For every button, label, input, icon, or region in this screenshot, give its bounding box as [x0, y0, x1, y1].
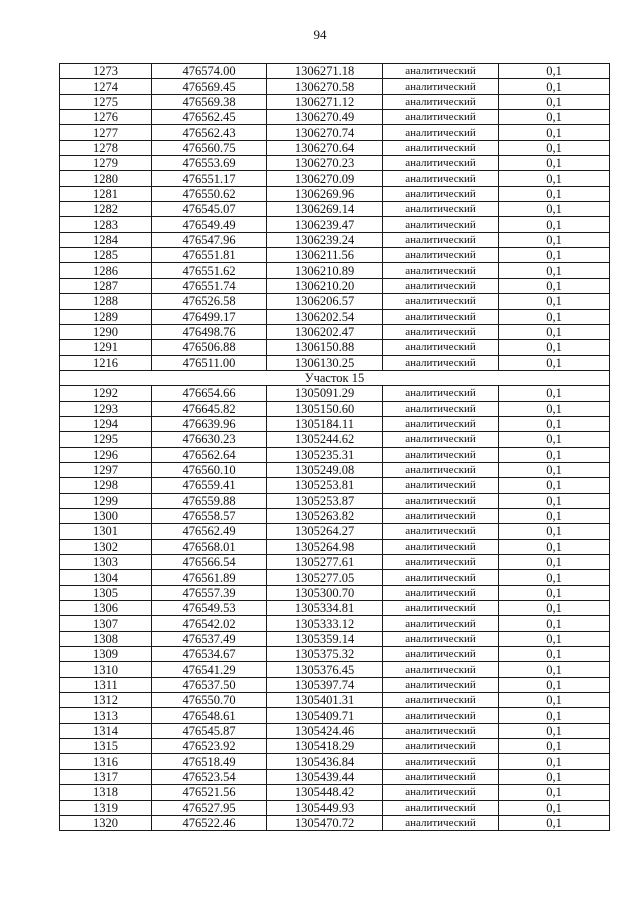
- method-cell: аналитический: [383, 171, 499, 186]
- x-coordinate-cell: 476545.87: [152, 723, 267, 738]
- point-number-cell: 1279: [60, 156, 152, 171]
- y-coordinate-cell: 1305263.82: [267, 508, 383, 523]
- y-coordinate-cell: 1305439.44: [267, 769, 383, 784]
- accuracy-cell: 0,1: [499, 677, 610, 692]
- table-row: [60, 462, 610, 477]
- accuracy-cell: 0,1: [499, 769, 610, 784]
- table-row: [60, 94, 610, 109]
- table-row: [60, 79, 610, 94]
- x-coordinate-cell: 476537.50: [152, 677, 267, 692]
- table-row: [60, 493, 610, 508]
- y-coordinate-cell: 1306271.18: [267, 64, 383, 79]
- table-row: [60, 156, 610, 171]
- method-cell: аналитический: [383, 217, 499, 232]
- table-row: [60, 555, 610, 570]
- point-number-cell: 1318: [60, 785, 152, 800]
- table-row: [60, 631, 610, 646]
- method-cell: аналитический: [383, 723, 499, 738]
- table-row: [60, 340, 610, 355]
- x-coordinate-cell: 476506.88: [152, 340, 267, 355]
- point-number-cell: 1295: [60, 432, 152, 447]
- method-cell: аналитический: [383, 800, 499, 815]
- method-cell: аналитический: [383, 156, 499, 171]
- point-number-cell: 1276: [60, 110, 152, 125]
- y-coordinate-cell: 1305409.71: [267, 708, 383, 723]
- point-number-cell: 1309: [60, 647, 152, 662]
- point-number-cell: 1302: [60, 539, 152, 554]
- x-coordinate-cell: 476542.02: [152, 616, 267, 631]
- method-cell: аналитический: [383, 462, 499, 477]
- table-row: [60, 708, 610, 723]
- point-number-cell: 1290: [60, 324, 152, 339]
- x-coordinate-cell: 476566.54: [152, 555, 267, 570]
- accuracy-cell: 0,1: [499, 125, 610, 140]
- table-row: [60, 278, 610, 293]
- x-coordinate-cell: 476630.23: [152, 432, 267, 447]
- y-coordinate-cell: 1305470.72: [267, 815, 383, 830]
- table-row: [60, 355, 610, 370]
- coordinates-table: [59, 63, 610, 831]
- method-cell: аналитический: [383, 79, 499, 94]
- x-coordinate-cell: 476541.29: [152, 662, 267, 677]
- method-cell: аналитический: [383, 769, 499, 784]
- y-coordinate-cell: 1305277.61: [267, 555, 383, 570]
- accuracy-cell: 0,1: [499, 693, 610, 708]
- accuracy-cell: 0,1: [499, 800, 610, 815]
- accuracy-cell: 0,1: [499, 79, 610, 94]
- accuracy-cell: 0,1: [499, 401, 610, 416]
- method-cell: аналитический: [383, 340, 499, 355]
- y-coordinate-cell: 1306269.96: [267, 186, 383, 201]
- point-number-cell: 1306: [60, 601, 152, 616]
- y-coordinate-cell: 1305376.45: [267, 662, 383, 677]
- point-number-cell: 1287: [60, 278, 152, 293]
- x-coordinate-cell: 476569.45: [152, 79, 267, 94]
- point-number-cell: 1296: [60, 447, 152, 462]
- accuracy-cell: 0,1: [499, 278, 610, 293]
- method-cell: аналитический: [383, 708, 499, 723]
- table-row: [60, 539, 610, 554]
- y-coordinate-cell: 1305375.32: [267, 647, 383, 662]
- method-cell: аналитический: [383, 401, 499, 416]
- y-coordinate-cell: 1305150.60: [267, 401, 383, 416]
- y-coordinate-cell: 1306211.56: [267, 248, 383, 263]
- point-number-cell: 1297: [60, 462, 152, 477]
- accuracy-cell: 0,1: [499, 186, 610, 201]
- point-number-cell: 1273: [60, 64, 152, 79]
- method-cell: аналитический: [383, 248, 499, 263]
- accuracy-cell: 0,1: [499, 754, 610, 769]
- point-number-cell: 1286: [60, 263, 152, 278]
- x-coordinate-cell: 476549.53: [152, 601, 267, 616]
- method-cell: аналитический: [383, 324, 499, 339]
- accuracy-cell: 0,1: [499, 355, 610, 370]
- table-row: [60, 478, 610, 493]
- table-row: [60, 800, 610, 815]
- x-coordinate-cell: 476526.58: [152, 294, 267, 309]
- y-coordinate-cell: 1306271.12: [267, 94, 383, 109]
- method-cell: аналитический: [383, 309, 499, 324]
- x-coordinate-cell: 476498.76: [152, 324, 267, 339]
- table-row: [60, 616, 610, 631]
- method-cell: аналитический: [383, 478, 499, 493]
- y-coordinate-cell: 1306210.20: [267, 278, 383, 293]
- x-coordinate-cell: 476523.54: [152, 769, 267, 784]
- accuracy-cell: 0,1: [499, 324, 610, 339]
- x-coordinate-cell: 476557.39: [152, 585, 267, 600]
- table-row: [60, 524, 610, 539]
- point-number-cell: 1288: [60, 294, 152, 309]
- accuracy-cell: 0,1: [499, 171, 610, 186]
- accuracy-cell: 0,1: [499, 493, 610, 508]
- x-coordinate-cell: 476548.61: [152, 708, 267, 723]
- accuracy-cell: 0,1: [499, 708, 610, 723]
- method-cell: аналитический: [383, 278, 499, 293]
- x-coordinate-cell: 476521.56: [152, 785, 267, 800]
- x-coordinate-cell: 476551.81: [152, 248, 267, 263]
- y-coordinate-cell: 1306270.58: [267, 79, 383, 94]
- point-number-cell: 1313: [60, 708, 152, 723]
- x-coordinate-cell: 476561.89: [152, 570, 267, 585]
- y-coordinate-cell: 1305091.29: [267, 386, 383, 401]
- point-number-cell: 1300: [60, 508, 152, 523]
- accuracy-cell: 0,1: [499, 785, 610, 800]
- x-coordinate-cell: 476560.10: [152, 462, 267, 477]
- y-coordinate-cell: 1305184.11: [267, 416, 383, 431]
- table-row: [60, 739, 610, 754]
- point-number-cell: 1303: [60, 555, 152, 570]
- point-number-cell: 1316: [60, 754, 152, 769]
- method-cell: аналитический: [383, 140, 499, 155]
- y-coordinate-cell: 1305397.74: [267, 677, 383, 692]
- point-number-cell: 1291: [60, 340, 152, 355]
- point-number-cell: 1305: [60, 585, 152, 600]
- table-row: [60, 263, 610, 278]
- x-coordinate-cell: 476551.17: [152, 171, 267, 186]
- y-coordinate-cell: 1305253.81: [267, 478, 383, 493]
- y-coordinate-cell: 1305249.08: [267, 462, 383, 477]
- point-number-cell: 1299: [60, 493, 152, 508]
- method-cell: аналитический: [383, 693, 499, 708]
- point-number-cell: 1294: [60, 416, 152, 431]
- table-row: [60, 754, 610, 769]
- accuracy-cell: 0,1: [499, 739, 610, 754]
- point-number-cell: 1282: [60, 202, 152, 217]
- method-cell: аналитический: [383, 631, 499, 646]
- point-number-cell: 1292: [60, 386, 152, 401]
- method-cell: аналитический: [383, 355, 499, 370]
- y-coordinate-cell: 1306270.49: [267, 110, 383, 125]
- y-coordinate-cell: 1305448.42: [267, 785, 383, 800]
- method-cell: аналитический: [383, 263, 499, 278]
- method-cell: аналитический: [383, 677, 499, 692]
- table-row: [60, 693, 610, 708]
- point-number-cell: 1281: [60, 186, 152, 201]
- x-coordinate-cell: 476559.41: [152, 478, 267, 493]
- point-number-cell: 1314: [60, 723, 152, 738]
- coordinates-table-body: [60, 64, 610, 831]
- method-cell: аналитический: [383, 754, 499, 769]
- point-number-cell: 1304: [60, 570, 152, 585]
- x-coordinate-cell: 476569.38: [152, 94, 267, 109]
- accuracy-cell: 0,1: [499, 524, 610, 539]
- y-coordinate-cell: 1305333.12: [267, 616, 383, 631]
- accuracy-cell: 0,1: [499, 156, 610, 171]
- point-number-cell: 1275: [60, 94, 152, 109]
- x-coordinate-cell: 476518.49: [152, 754, 267, 769]
- accuracy-cell: 0,1: [499, 386, 610, 401]
- y-coordinate-cell: 1305264.27: [267, 524, 383, 539]
- table-row: [60, 677, 610, 692]
- x-coordinate-cell: 476559.88: [152, 493, 267, 508]
- table-row: [60, 324, 610, 339]
- x-coordinate-cell: 476499.17: [152, 309, 267, 324]
- accuracy-cell: 0,1: [499, 263, 610, 278]
- accuracy-cell: 0,1: [499, 248, 610, 263]
- x-coordinate-cell: 476551.62: [152, 263, 267, 278]
- x-coordinate-cell: 476562.43: [152, 125, 267, 140]
- method-cell: аналитический: [383, 294, 499, 309]
- point-number-cell: 1278: [60, 140, 152, 155]
- accuracy-cell: 0,1: [499, 416, 610, 431]
- table-row: [60, 171, 610, 186]
- accuracy-cell: 0,1: [499, 217, 610, 232]
- x-coordinate-cell: 476550.70: [152, 693, 267, 708]
- point-number-cell: 1274: [60, 79, 152, 94]
- accuracy-cell: 0,1: [499, 447, 610, 462]
- accuracy-cell: 0,1: [499, 815, 610, 830]
- table-row: [60, 769, 610, 784]
- method-cell: аналитический: [383, 232, 499, 247]
- table-row: [60, 217, 610, 232]
- y-coordinate-cell: 1305449.93: [267, 800, 383, 815]
- accuracy-cell: 0,1: [499, 616, 610, 631]
- accuracy-cell: 0,1: [499, 601, 610, 616]
- table-row: [60, 386, 610, 401]
- point-number-cell: 1277: [60, 125, 152, 140]
- y-coordinate-cell: 1305253.87: [267, 493, 383, 508]
- y-coordinate-cell: 1306206.57: [267, 294, 383, 309]
- x-coordinate-cell: 476562.64: [152, 447, 267, 462]
- accuracy-cell: 0,1: [499, 462, 610, 477]
- method-cell: аналитический: [383, 815, 499, 830]
- x-coordinate-cell: 476568.01: [152, 539, 267, 554]
- accuracy-cell: 0,1: [499, 631, 610, 646]
- method-cell: аналитический: [383, 601, 499, 616]
- y-coordinate-cell: 1305235.31: [267, 447, 383, 462]
- page-number: 94: [313, 27, 327, 42]
- point-number-cell: 1319: [60, 800, 152, 815]
- y-coordinate-cell: 1306130.25: [267, 355, 383, 370]
- accuracy-cell: 0,1: [499, 110, 610, 125]
- accuracy-cell: 0,1: [499, 94, 610, 109]
- table-row: [60, 125, 610, 140]
- x-coordinate-cell: 476537.49: [152, 631, 267, 646]
- x-coordinate-cell: 476639.96: [152, 416, 267, 431]
- y-coordinate-cell: 1306202.54: [267, 309, 383, 324]
- method-cell: аналитический: [383, 647, 499, 662]
- accuracy-cell: 0,1: [499, 140, 610, 155]
- table-row: [60, 570, 610, 585]
- y-coordinate-cell: 1306210.89: [267, 263, 383, 278]
- y-coordinate-cell: 1305334.81: [267, 601, 383, 616]
- method-cell: аналитический: [383, 94, 499, 109]
- y-coordinate-cell: 1306270.23: [267, 156, 383, 171]
- accuracy-cell: 0,1: [499, 309, 610, 324]
- accuracy-cell: 0,1: [499, 585, 610, 600]
- table-row: [60, 294, 610, 309]
- table-row: [60, 309, 610, 324]
- method-cell: аналитический: [383, 432, 499, 447]
- x-coordinate-cell: 476553.69: [152, 156, 267, 171]
- x-coordinate-cell: 476562.49: [152, 524, 267, 539]
- y-coordinate-cell: 1305277.05: [267, 570, 383, 585]
- point-number-cell: 1298: [60, 478, 152, 493]
- y-coordinate-cell: 1306150.88: [267, 340, 383, 355]
- y-coordinate-cell: 1306269.14: [267, 202, 383, 217]
- accuracy-cell: 0,1: [499, 232, 610, 247]
- table-row: [60, 601, 610, 616]
- point-number-cell: 1310: [60, 662, 152, 677]
- accuracy-cell: 0,1: [499, 64, 610, 79]
- method-cell: аналитический: [383, 570, 499, 585]
- table-row: [60, 186, 610, 201]
- accuracy-cell: 0,1: [499, 662, 610, 677]
- point-number-cell: 1317: [60, 769, 152, 784]
- y-coordinate-cell: 1305359.14: [267, 631, 383, 646]
- y-coordinate-cell: 1305418.29: [267, 739, 383, 754]
- table-row: [60, 815, 610, 830]
- y-coordinate-cell: 1305401.31: [267, 693, 383, 708]
- method-cell: аналитический: [383, 524, 499, 539]
- y-coordinate-cell: 1306270.09: [267, 171, 383, 186]
- table-row: [60, 723, 610, 738]
- accuracy-cell: 0,1: [499, 647, 610, 662]
- x-coordinate-cell: 476523.92: [152, 739, 267, 754]
- accuracy-cell: 0,1: [499, 555, 610, 570]
- y-coordinate-cell: 1305300.70: [267, 585, 383, 600]
- section-title: Участок 15: [60, 370, 610, 385]
- method-cell: аналитический: [383, 110, 499, 125]
- table-row: [60, 508, 610, 523]
- method-cell: аналитический: [383, 416, 499, 431]
- accuracy-cell: 0,1: [499, 340, 610, 355]
- point-number-cell: 1283: [60, 217, 152, 232]
- point-number-cell: 1315: [60, 739, 152, 754]
- method-cell: аналитический: [383, 585, 499, 600]
- method-cell: аналитический: [383, 64, 499, 79]
- method-cell: аналитический: [383, 386, 499, 401]
- y-coordinate-cell: 1306239.47: [267, 217, 383, 232]
- table-row: [60, 248, 610, 263]
- method-cell: аналитический: [383, 125, 499, 140]
- y-coordinate-cell: 1305424.46: [267, 723, 383, 738]
- method-cell: аналитический: [383, 662, 499, 677]
- x-coordinate-cell: 476549.49: [152, 217, 267, 232]
- x-coordinate-cell: 476550.62: [152, 186, 267, 201]
- method-cell: аналитический: [383, 186, 499, 201]
- x-coordinate-cell: 476562.45: [152, 110, 267, 125]
- method-cell: аналитический: [383, 539, 499, 554]
- point-number-cell: 1285: [60, 248, 152, 263]
- point-number-cell: 1284: [60, 232, 152, 247]
- method-cell: аналитический: [383, 508, 499, 523]
- x-coordinate-cell: 476654.66: [152, 386, 267, 401]
- method-cell: аналитический: [383, 202, 499, 217]
- point-number-cell: 1312: [60, 693, 152, 708]
- method-cell: аналитический: [383, 785, 499, 800]
- y-coordinate-cell: 1306270.64: [267, 140, 383, 155]
- x-coordinate-cell: 476534.67: [152, 647, 267, 662]
- section-header-row: [60, 370, 610, 385]
- accuracy-cell: 0,1: [499, 539, 610, 554]
- x-coordinate-cell: 476547.96: [152, 232, 267, 247]
- accuracy-cell: 0,1: [499, 202, 610, 217]
- point-number-cell: 1293: [60, 401, 152, 416]
- table-row: [60, 662, 610, 677]
- point-number-cell: 1289: [60, 309, 152, 324]
- table-row: [60, 110, 610, 125]
- table-row: [60, 140, 610, 155]
- method-cell: аналитический: [383, 616, 499, 631]
- y-coordinate-cell: 1306239.24: [267, 232, 383, 247]
- accuracy-cell: 0,1: [499, 723, 610, 738]
- method-cell: аналитический: [383, 739, 499, 754]
- accuracy-cell: 0,1: [499, 478, 610, 493]
- table-row: [60, 785, 610, 800]
- x-coordinate-cell: 476560.75: [152, 140, 267, 155]
- y-coordinate-cell: 1305244.62: [267, 432, 383, 447]
- table-row: [60, 416, 610, 431]
- x-coordinate-cell: 476522.46: [152, 815, 267, 830]
- table-row: [60, 401, 610, 416]
- point-number-cell: 1216: [60, 355, 152, 370]
- point-number-cell: 1308: [60, 631, 152, 646]
- y-coordinate-cell: 1306270.74: [267, 125, 383, 140]
- table-row: [60, 202, 610, 217]
- table-row: [60, 432, 610, 447]
- x-coordinate-cell: 476551.74: [152, 278, 267, 293]
- method-cell: аналитический: [383, 447, 499, 462]
- point-number-cell: 1301: [60, 524, 152, 539]
- x-coordinate-cell: 476645.82: [152, 401, 267, 416]
- x-coordinate-cell: 476574.00: [152, 64, 267, 79]
- table-row: [60, 232, 610, 247]
- x-coordinate-cell: 476527.95: [152, 800, 267, 815]
- y-coordinate-cell: 1306202.47: [267, 324, 383, 339]
- accuracy-cell: 0,1: [499, 294, 610, 309]
- method-cell: аналитический: [383, 493, 499, 508]
- point-number-cell: 1311: [60, 677, 152, 692]
- y-coordinate-cell: 1305264.98: [267, 539, 383, 554]
- x-coordinate-cell: 476558.57: [152, 508, 267, 523]
- point-number-cell: 1280: [60, 171, 152, 186]
- x-coordinate-cell: 476511.00: [152, 355, 267, 370]
- accuracy-cell: 0,1: [499, 570, 610, 585]
- table-row: [60, 64, 610, 79]
- method-cell: аналитический: [383, 555, 499, 570]
- table-row: [60, 447, 610, 462]
- table-row: [60, 585, 610, 600]
- table-row: [60, 647, 610, 662]
- accuracy-cell: 0,1: [499, 508, 610, 523]
- point-number-cell: 1320: [60, 815, 152, 830]
- x-coordinate-cell: 476545.07: [152, 202, 267, 217]
- point-number-cell: 1307: [60, 616, 152, 631]
- accuracy-cell: 0,1: [499, 432, 610, 447]
- y-coordinate-cell: 1305436.84: [267, 754, 383, 769]
